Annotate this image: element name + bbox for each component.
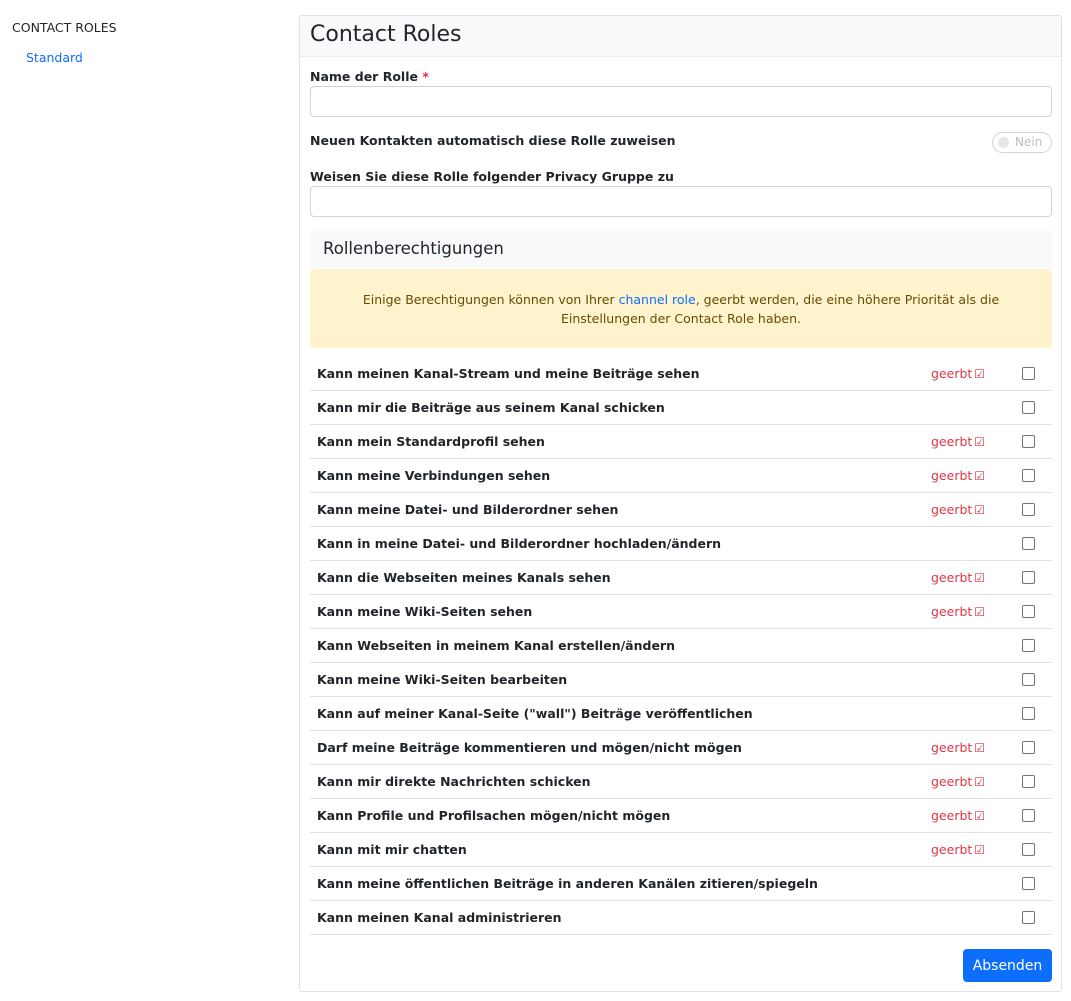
toggle-text: Nein [1015,135,1043,149]
check-square-icon: ☑ [974,435,986,449]
permission-checkbox[interactable] [1022,537,1035,550]
alert-text-before: Einige Berechtigungen können von Ihrer [362,292,619,307]
permission-label: Kann meine Datei- und Bilderordner sehen [317,502,619,517]
inherited-text: geerbt [931,434,973,449]
inherit-alert [310,269,1052,348]
permission-label: Kann die Webseiten meines Kanals sehen [317,570,611,585]
permission-checkbox[interactable] [1022,435,1035,448]
check-square-icon: ☑ [974,469,986,483]
submit-button[interactable]: Absenden [963,949,1052,982]
permission-checkbox[interactable] [1022,503,1035,516]
role-name-label-text: Name der Rolle [310,69,418,84]
privacy-group-label: Weisen Sie diese Rolle folgender Privacy Gruppe zu [310,169,674,184]
inherited-text: geerbt [931,502,973,517]
check-square-icon: ☑ [974,843,986,857]
sidebar [12,20,282,65]
permission-checkbox[interactable] [1022,367,1035,380]
permission-checkbox[interactable] [1022,741,1035,754]
permission-row [310,561,1052,595]
permission-checkbox[interactable] [1022,673,1035,686]
permission-label: Kann meine öffentlichen Beiträge in anderen Kanälen zitieren/spiegeln [317,876,818,891]
permission-row [310,765,1052,799]
permission-checkbox[interactable] [1022,877,1035,890]
inherited-badge [931,366,985,381]
permission-row [310,527,1052,561]
check-square-icon: ☑ [974,809,986,823]
permission-row [310,697,1052,731]
permission-label: Kann meine Wiki-Seiten bearbeiten [317,672,568,687]
required-mark: * [422,69,429,84]
inherited-text: geerbt [931,468,973,483]
auto-assign-toggle[interactable] [992,132,1052,153]
permission-label: Kann meinen Kanal-Stream und meine Beiträge sehen [317,366,700,381]
check-square-icon: ☑ [974,503,986,517]
permission-row [310,799,1052,833]
sidebar-item-standard[interactable]: Standard [26,50,83,65]
role-name-label [310,69,429,84]
inherited-badge [931,842,985,857]
permission-row [310,595,1052,629]
inherited-badge [931,570,985,585]
inherited-text: geerbt [931,366,973,381]
permission-checkbox[interactable] [1022,843,1035,856]
permission-checkbox[interactable] [1022,605,1035,618]
inherited-badge [931,774,985,789]
permission-label: Kann Webseiten in meinem Kanal erstellen/ändern [317,638,675,653]
channel-role-link[interactable]: channel role [618,292,696,307]
inherited-text: geerbt [931,842,973,857]
permission-row [310,425,1052,459]
permission-label: Kann meine Verbindungen sehen [317,468,551,483]
permission-row [310,867,1052,901]
permission-row [310,833,1052,867]
inherited-badge [931,434,985,449]
permission-row [310,459,1052,493]
permission-row [310,663,1052,697]
check-square-icon: ☑ [974,571,986,585]
permissions-title: Rollenberechtigungen [310,231,1052,269]
inherited-text: geerbt [931,808,973,823]
check-square-icon: ☑ [974,367,986,381]
page-title: Contact Roles [300,16,1061,57]
permission-label: Kann auf meiner Kanal-Seite ("wall") Beiträge veröffentlichen [317,706,753,721]
permission-checkbox[interactable] [1022,639,1035,652]
inherited-badge [931,604,985,619]
alert-text-after: , geerbt werden, die eine höhere Priorität als die Einstellungen der Contact Role haben. [560,292,1000,326]
contact-roles-panel [299,15,1062,992]
privacy-group-select[interactable] [310,186,1052,217]
permission-label: Kann mir direkte Nachrichten schicken [317,774,591,789]
permission-checkbox[interactable] [1022,469,1035,482]
check-square-icon: ☑ [974,605,986,619]
permission-label: Kann in meine Datei- und Bilderordner hochladen/ändern [317,536,722,551]
inherited-badge [931,740,985,755]
permission-row [310,901,1052,935]
permission-checkbox[interactable] [1022,571,1035,584]
permission-row [310,731,1052,765]
inherited-badge [931,468,985,483]
inherited-text: geerbt [931,604,973,619]
permission-row [310,391,1052,425]
permission-row [310,357,1052,391]
permission-label: Darf meine Beiträge kommentieren und mögen/nicht mögen [317,740,742,755]
permission-label: Kann meinen Kanal administrieren [317,910,562,925]
permission-checkbox[interactable] [1022,401,1035,414]
permission-label: Kann meine Wiki-Seiten sehen [317,604,533,619]
permission-label: Kann mir die Beiträge aus seinem Kanal schicken [317,400,665,415]
permission-row [310,493,1052,527]
permission-checkbox[interactable] [1022,809,1035,822]
permission-checkbox[interactable] [1022,911,1035,924]
permission-checkbox[interactable] [1022,707,1035,720]
sidebar-heading: CONTACT ROLES [12,20,117,35]
permission-row [310,629,1052,663]
permission-label: Kann mein Standardprofil sehen [317,434,545,449]
inherited-text: geerbt [931,570,973,585]
permission-label: Kann mit mir chatten [317,842,467,857]
inherited-badge [931,502,985,517]
check-square-icon: ☑ [974,775,986,789]
auto-assign-label: Neuen Kontakten automatisch diese Rolle zuweisen [310,133,676,148]
check-square-icon: ☑ [974,741,986,755]
permissions-list [310,357,1052,935]
inherited-text: geerbt [931,740,973,755]
permission-label: Kann Profile und Profilsachen mögen/nicht mögen [317,808,671,823]
permission-checkbox[interactable] [1022,775,1035,788]
inherited-badge [931,808,985,823]
toggle-knob [998,137,1009,148]
role-name-input[interactable] [310,86,1052,117]
inherited-text: geerbt [931,774,973,789]
